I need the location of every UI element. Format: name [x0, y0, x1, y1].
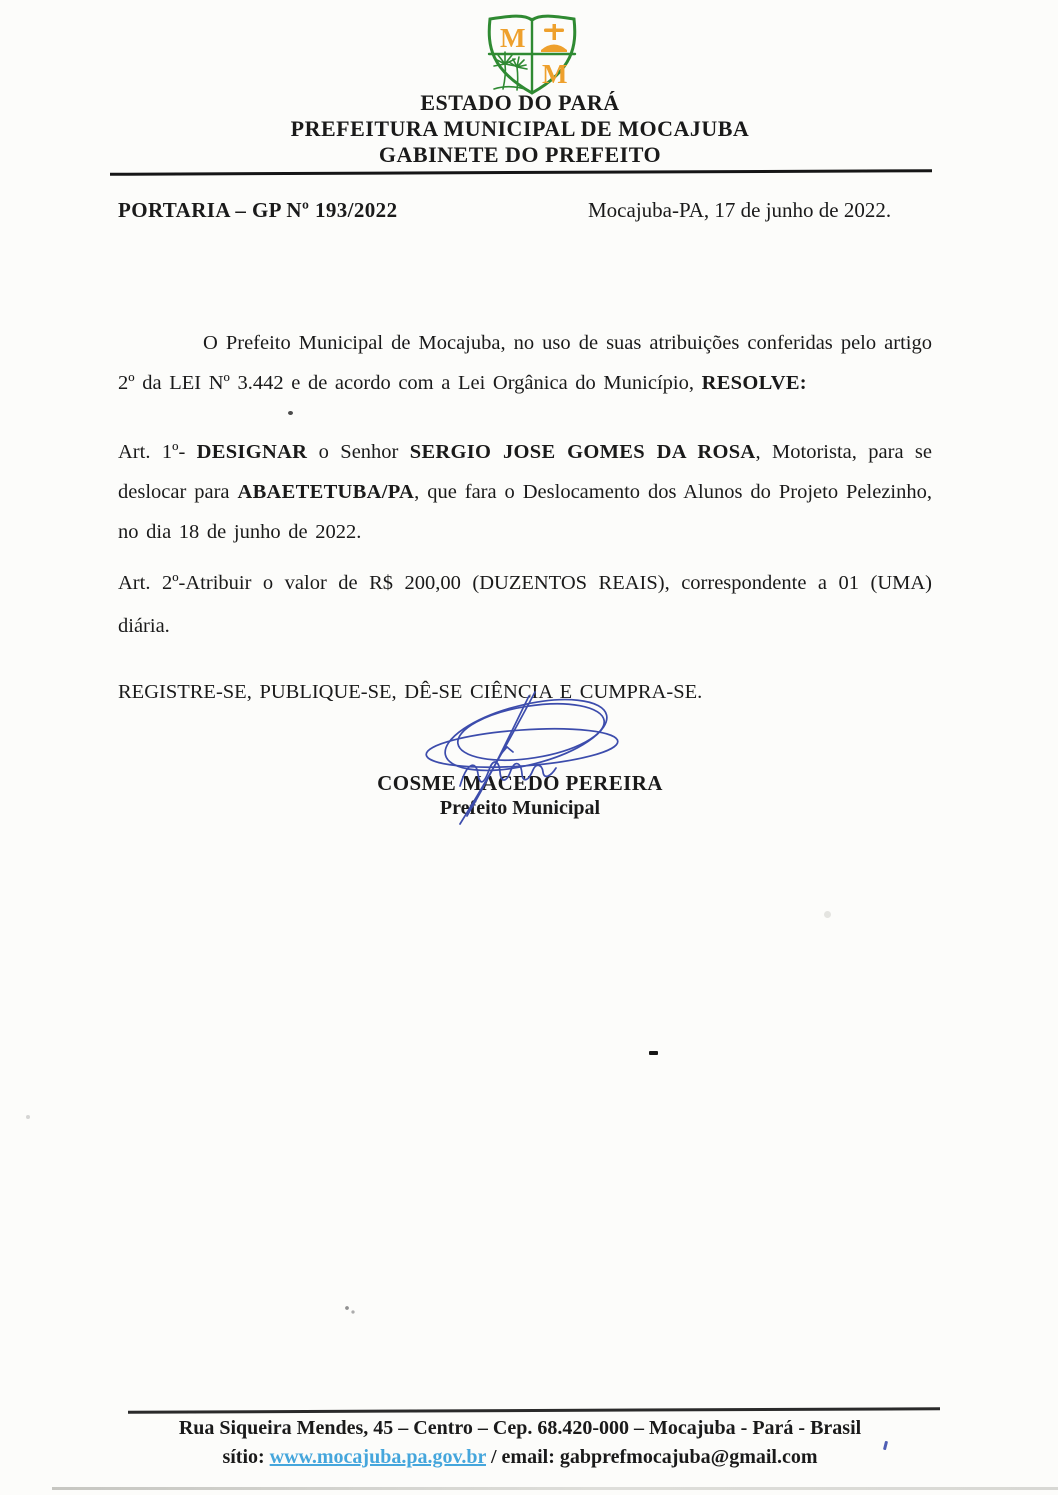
signature-scribble-icon: [405, 686, 655, 831]
signatory-role: Prefeito Municipal: [439, 797, 601, 819]
article-1-designar: DESIGNAR: [196, 441, 308, 463]
crest-palm-trees-icon: [494, 52, 528, 90]
resolve-keyword: RESOLVE:: [701, 372, 807, 394]
footer-address: Rua Siqueira Mendes, 45 – Centro – Cep. 68.420-000 – Mocajuba - Pará - Brasil: [178, 1417, 862, 1439]
letterhead-office: GABINETE DO PREFEITO: [378, 142, 662, 167]
scan-artifact-dash: [649, 1051, 658, 1055]
article-1-destination: ABAETETUBA/PA: [237, 481, 415, 503]
dateline: Mocajuba-PA, 17 de junho de 2022.: [588, 198, 892, 222]
footer-contacts: [0, 1446, 1040, 1469]
scan-page-edge: [52, 1487, 1058, 1490]
scan-artifact-speck: [26, 1115, 30, 1119]
letterhead-state: ESTADO DO PARÁ: [420, 90, 620, 115]
signatory-name: COSME MACEDO PEREIRA: [377, 771, 663, 795]
closing-formula: REGISTRE-SE, PUBLIQUE-SE, DÊ-SE CIÊNCIA E CUMPRA-SE.: [118, 681, 703, 703]
preamble-paragraph: [118, 323, 932, 403]
footer-rule: [128, 1407, 940, 1413]
header-rule: [110, 169, 932, 176]
site-label: sítio:: [222, 1446, 270, 1468]
article-1-lead: Art. 1º-: [118, 441, 197, 463]
crest-monogram-right: M: [542, 59, 568, 89]
document-number: PORTARIA – GP Nº 193/2022: [118, 198, 398, 222]
article-2-paragraph: [118, 562, 932, 648]
scan-artifact-speck: [824, 911, 831, 918]
municipal-crest-icon: [474, 12, 590, 96]
crest-statue-icon: [541, 24, 567, 52]
preamble-text: O Prefeito Municipal de Mocajuba, no uso de suas atribuições conferidas pelo artigo 2º da LEI Nº 3.442 e de acordo com a Lei Orgânica do Município,: [118, 332, 932, 394]
article-2-text: Art. 2º-Atribuir o valor de R$ 200,00 (DUZENTOS REAIS), correspondente a 01 (UMA) diária.: [118, 572, 932, 637]
article-1-mid2: , Motorista, para se deslocar para: [118, 441, 933, 503]
scan-artifact-smudge: [344, 1305, 358, 1317]
scan-artifact-dot: [288, 411, 293, 415]
article-1-tail: , que fara o Deslocamento dos Alunos do Projeto Pelezinho, no dia 18 de junho de 2022.: [118, 481, 932, 543]
letterhead-municipality: PREFEITURA MUNICIPAL DE MOCAJUBA: [290, 116, 750, 141]
article-1-mid1: o Senhor: [307, 441, 410, 463]
letterhead: [0, 90, 1040, 168]
article-1-paragraph: [118, 432, 932, 552]
article-1-person-name: SERGIO JOSE GOMES DA ROSA: [409, 441, 756, 463]
site-url-link: www.mocajuba.pa.gov.br: [269, 1446, 486, 1468]
crest-monogram-left: M: [500, 23, 526, 53]
email-text: / email: gabprefmocajuba@gmail.com: [486, 1446, 818, 1468]
